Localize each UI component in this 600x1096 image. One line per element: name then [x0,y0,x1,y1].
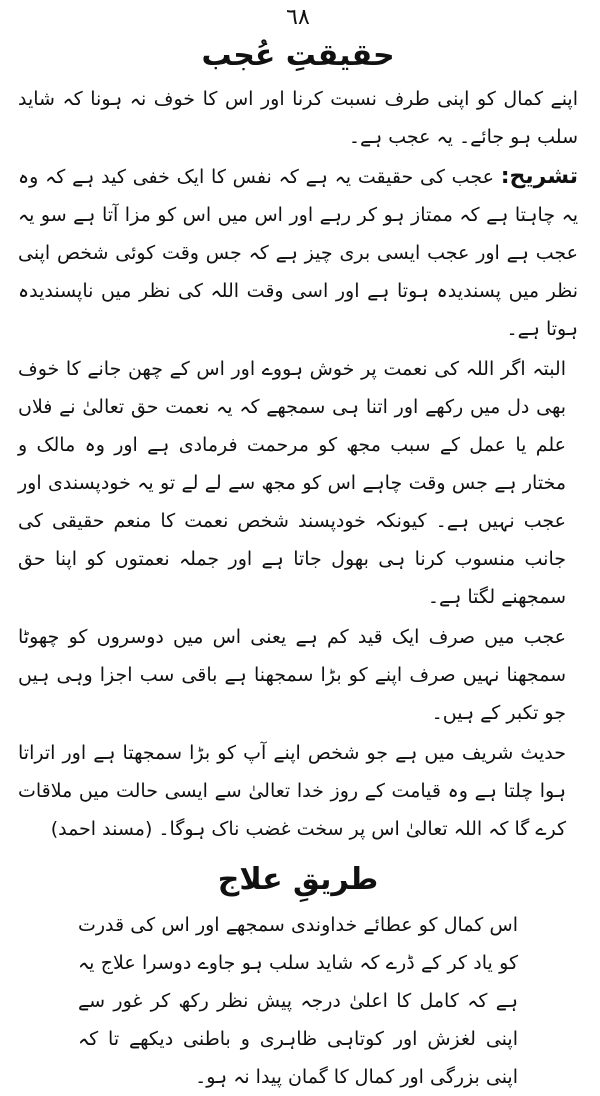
paragraph-3: عجب میں صرف ایک قید کم ہے یعنی اس میں دوسروں کو چھوٹا سمجھنا نہیں صرف اپنے کو بڑا سمجھنا ہے باقی سب اجزا وہی ہیں جو تکبر کے ہیں۔ [18,626,566,724]
paragraph-2: البتہ اگر اللہ کی نعمت پر خوش ہووے اور اس کے چھن جانے کا خوف بھی دل میں رکھے اور اتنا ہی سمجھے کہ یہ نعمت حق تعالیٰ نے فلاں علم یا عمل کے سبب مجھ کو مرحمت فرمادی ہے اور وہ مالک و مختار ہے جس وقت چاہے اس کو مجھ سے لے لے تو یہ خودپسندی اور عجب نہیں ہے۔ کیونکہ خودپسند شخص نعمت کا منعم حقیقی کی جانب منسوب کرنا ہی بھول جاتا ہے اور جملہ نعمتوں کو اپنا حق سمجھنے لگتا ہے۔ [18,358,566,608]
treatment-title: طریقِ علاج [217,862,379,897]
explanation-label: تشریح: [500,164,578,189]
explanation-paragraph [18,158,578,348]
treatment-paragraph: اس کمال کو عطائے خداوندی سمجھے اور اس کی قدرت کو یاد کر کے ڈرے کہ شاید سلب ہو جاوے دوسرا علاج یہ ہے کہ کامل کا اعلیٰ درجہ پیش نظر رکھ کر غور سے اپنی لغزش اور کوتاہی ظاہری و باطنی دیکھے تا کہ اپنی بزرگی اور کمال کا گمان پیدا نہ ہو۔ [78,914,518,1088]
section-title: حقیقتِ عُجب [201,38,395,73]
hadith-paragraph: حدیث شریف میں ہے جو شخص اپنے آپ کو بڑا سمجھتا ہے اور اتراتا ہوا چلتا ہے وہ قیامت کے روز خدا تعالیٰ سے ایسی حالت میں ملاقات کرے گا کہ اللہ تعالیٰ اس پر سخت غضب ناک ہوگا۔ (مسند احمد) [18,742,566,840]
definition-paragraph: اپنے کمال کو اپنی طرف نسبت کرنا اور اس کا خوف نہ ہونا کہ شاید سلب ہو جائے۔ یہ عجب ہے۔ [18,88,578,148]
explanation-text: عجب کی حقیقت یہ ہے کہ نفس کا ایک خفی کید ہے کہ وہ یہ چاہتا ہے کہ ممتاز ہو کر رہے اور اس میں اس کو مزا آتا ہے سو یہ عجب ہے اور عجب ایسی بری چیز ہے کہ جس وقت کوئی شخص اپنی نظر میں پسندیدہ ہوتا ہے اور اسی وقت اللہ کی نظر میں ناپسندیدہ ہوتا ہے۔ [18,166,578,340]
page-number: ٦٨ [286,5,310,30]
